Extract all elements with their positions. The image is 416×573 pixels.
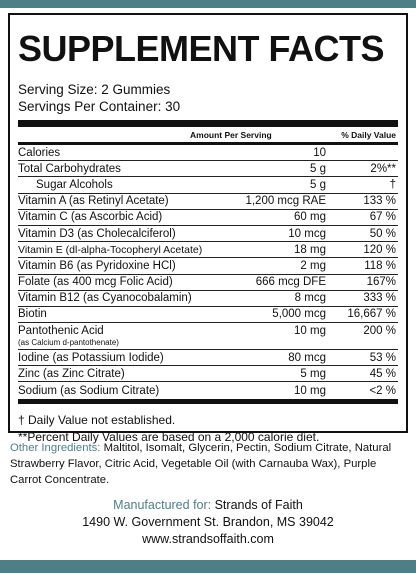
other-ingredients-text: Maltitol, Isomalt, Glycerin, Pectin, Sodium Citrate, Natural Strawberry Flavor, Citric Acid, Vegetable Oil (with Carnauba Wax), Purple Carrot Concentrate. xyxy=(10,442,392,486)
nutrient-name: Vitamin B6 (as Pyridoxine HCl) xyxy=(18,259,176,272)
nutrient-amount: 5,000 mcg xyxy=(272,308,326,321)
manufacturer-line xyxy=(0,497,416,514)
nutrient-name: Iodine (as Potassium Iodide) xyxy=(18,351,164,364)
nutrient-source: (as Calcium d-pantothenate) xyxy=(18,338,119,348)
nutrient-daily-value: 118 % xyxy=(364,259,396,272)
footnote-dagger: † Daily Value not established. xyxy=(18,412,176,427)
manufacturer-website: www.strandsoffaith.com xyxy=(142,532,274,546)
nutrient-amount: 10 mg xyxy=(294,325,326,338)
facts-title: SUPPLEMENT FACTS xyxy=(18,28,385,69)
nutrient-name: Vitamin B12 (as Cyanocobalamin) xyxy=(18,292,192,305)
nutrient-row xyxy=(18,307,398,323)
footnote-daily-value: **Percent Daily Values are based on a 2,000 calorie diet. xyxy=(18,429,320,444)
nutrient-name: Folate (as 400 mcg Folic Acid) xyxy=(18,276,173,289)
nutrient-name: Vitamin A (as Retinyl Acetate) xyxy=(18,195,169,208)
nutrient-name: Sugar Alcohols xyxy=(36,178,113,191)
nutrient-name: Vitamin E (dl-alpha-Tocopheryl Acetate) xyxy=(18,243,203,256)
nutrient-amount: 10 mg xyxy=(294,384,326,397)
nutrient-amount: 2 mg xyxy=(300,259,326,272)
nutrient-daily-value: 200 % xyxy=(363,325,396,338)
other-ingredients xyxy=(10,440,410,488)
nutrient-name: Calories xyxy=(18,146,61,159)
nutrient-amount: 10 xyxy=(313,146,326,159)
nutrient-name-group xyxy=(18,325,216,348)
nutrient-amount: 5 mg xyxy=(300,367,326,380)
nutrient-row xyxy=(18,366,398,382)
nutrient-amount: 8 mcg xyxy=(294,292,326,305)
nutrient-amount: 80 mcg xyxy=(288,351,326,364)
nutrient-row xyxy=(18,291,398,307)
nutrient-daily-value: 167% xyxy=(366,276,396,289)
nutrient-amount: 60 mg xyxy=(294,211,326,224)
servings-per-container: Servings Per Container: 30 xyxy=(18,99,181,114)
nutrient-amount: 18 mg xyxy=(294,243,326,256)
serving-size: Serving Size: 2 Gummies xyxy=(18,82,171,97)
supplement-facts-panel xyxy=(8,13,408,444)
nutrient-daily-value: 133 % xyxy=(363,195,396,208)
column-header xyxy=(18,127,398,142)
nutrient-name: Biotin xyxy=(18,308,47,321)
nutrient-daily-value: 333 % xyxy=(363,292,396,305)
nutrient-row xyxy=(18,275,398,291)
top-color-band xyxy=(0,0,416,8)
nutrient-daily-value: 120 % xyxy=(363,243,396,256)
daily-value-column-header: % Daily Value xyxy=(341,129,396,140)
nutrient-daily-value: 53 % xyxy=(369,351,396,364)
nutrient-row xyxy=(18,242,398,258)
nutrient-row xyxy=(18,350,398,366)
nutrient-daily-value: 50 % xyxy=(369,227,396,240)
nutrient-name: Vitamin D3 (as Cholecalciferol) xyxy=(18,227,176,240)
manufacturer-address: 1490 W. Government St. Brandon, MS 39042 xyxy=(82,515,334,529)
nutrient-table xyxy=(18,145,398,399)
nutrient-row xyxy=(18,210,398,226)
manufacturer-info xyxy=(0,497,416,548)
manufacturer-label: Manufactured for: xyxy=(113,498,212,512)
nutrient-row xyxy=(18,194,398,210)
nutrient-name: Zinc (as Zinc Citrate) xyxy=(18,367,125,380)
bottom-divider xyxy=(18,399,398,404)
bottom-color-band xyxy=(0,560,416,573)
other-ingredients-label: Other Ingredients: xyxy=(10,442,101,454)
manufacturer-name: Strands of Faith xyxy=(211,498,303,512)
nutrient-row xyxy=(18,145,398,161)
nutrient-daily-value: † xyxy=(389,178,396,191)
nutrient-row xyxy=(18,177,398,193)
nutrient-row xyxy=(18,258,398,274)
nutrient-name: Sodium (as Sodium Citrate) xyxy=(18,384,160,397)
nutrient-row xyxy=(18,161,398,177)
nutrient-name: Pantothenic Acid xyxy=(18,325,104,338)
nutrient-amount: 10 mcg xyxy=(288,227,326,240)
nutrient-amount: 5 g xyxy=(310,178,326,191)
nutrient-row xyxy=(18,323,398,350)
nutrient-amount: 1,200 mcg RAE xyxy=(245,195,326,208)
nutrient-name: Total Carbohydrates xyxy=(18,162,121,175)
nutrient-daily-value: 2%** xyxy=(370,162,396,175)
nutrient-daily-value: 16,667 % xyxy=(347,308,396,321)
nutrient-amount: 666 mcg DFE xyxy=(255,276,326,289)
nutrient-row xyxy=(18,382,398,398)
thick-divider xyxy=(18,120,398,127)
nutrient-name: Vitamin C (as Ascorbic Acid) xyxy=(18,211,163,224)
nutrient-daily-value: 67 % xyxy=(369,211,396,224)
nutrient-amount: 5 g xyxy=(310,162,326,175)
nutrient-daily-value: 45 % xyxy=(369,367,396,380)
amount-column-header: Amount Per Serving xyxy=(190,129,272,140)
nutrient-row xyxy=(18,226,398,242)
nutrient-daily-value: <2 % xyxy=(369,384,396,397)
